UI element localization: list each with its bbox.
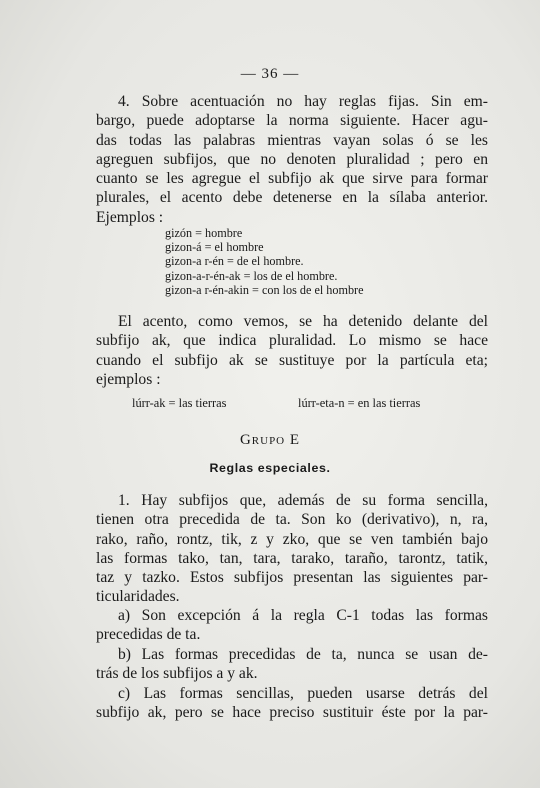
examples-list [165,226,465,297]
text-line: trás de los subfijos a y ak. [96,665,258,683]
paragraph-rule-b [96,645,488,684]
text-line: cuanto se les agregue el subfijo ak que sirve para formar [96,170,488,188]
example-line: gizon-a r-én = de el hombre. [165,254,304,269]
example-line: gizon-á = el hombre [165,240,264,255]
text-line: tienen otra precedida de ta. Son ko (derivativo), n, ra, [96,511,488,529]
text-line: agreguen subfijos, que no denoten pluralidad ; pero en [96,150,488,168]
text-line: subfijo ak, pero se hace preciso sustituir éste por la par- [96,704,488,722]
text-line: subfijo ak, que indica pluralidad. Lo mismo se hace [96,332,488,350]
example-line: gizon-a-r-én-ak = los de el hombre. [165,268,338,283]
text-line: ticularidades. [96,588,180,606]
text-line: das todas las palabras mientras vayan solas ó se les [96,131,488,149]
text-line: a) Son excepción á la regla C-1 todas las formas [118,607,488,624]
paragraph-rule-a [96,606,488,645]
example-pair-right: lúrr-eta-n = en las tierras [298,396,421,410]
paragraph-rule-c [96,684,488,723]
page-number: — 36 — [240,66,300,82]
text-line: cuando el subfijo ak se sustituye por la partícula eta; [96,351,488,369]
paragraph-accent-detail [96,312,488,389]
text-line: 4. Sobre acentuación no hay reglas fijas. Sin em- [118,93,488,110]
group-heading: Grupo E [239,432,301,448]
text-line: bargo, puede adoptarse la norma siguiente. Hacer agu- [96,112,488,130]
text-line: El acento, como vemos, se ha detenido delante del [118,313,488,330]
text-line: ejemplos : [96,370,161,388]
group-subheading: Reglas especiales. [209,461,331,475]
paragraph-accentuation [96,92,488,227]
text-line: las formas tako, tan, tara, tarako, taraño, tarontz, tatik, [96,549,488,567]
text-line: 1. Hay subfijos que, además de su forma sencilla, [118,492,488,509]
example-line: gizon-a r-én-akin = con los de el hombre [165,282,364,297]
text-line: taz y tazko. Estos subfijos presentan las siguientes par- [96,569,488,587]
text-line: plurales, el acento debe detenerse en la sílaba anterior. [96,189,488,207]
text-line: b) Las formas precedidas de ta, nunca se usan de- [118,646,488,663]
text-line: rako, raño, rontz, tik, z y zko, que se ven también bajo [96,530,488,548]
paragraph-subfixes [96,491,488,607]
example-line: gizón = hombre [165,226,243,240]
example-pair-left: lúrr-ak = las tierras [132,396,227,410]
text-line: Ejemplos : [96,208,164,226]
text-line: c) Las formas sencillas, pueden usarse detrás del [118,685,488,702]
text-line: precedidas de ta. [96,626,201,644]
